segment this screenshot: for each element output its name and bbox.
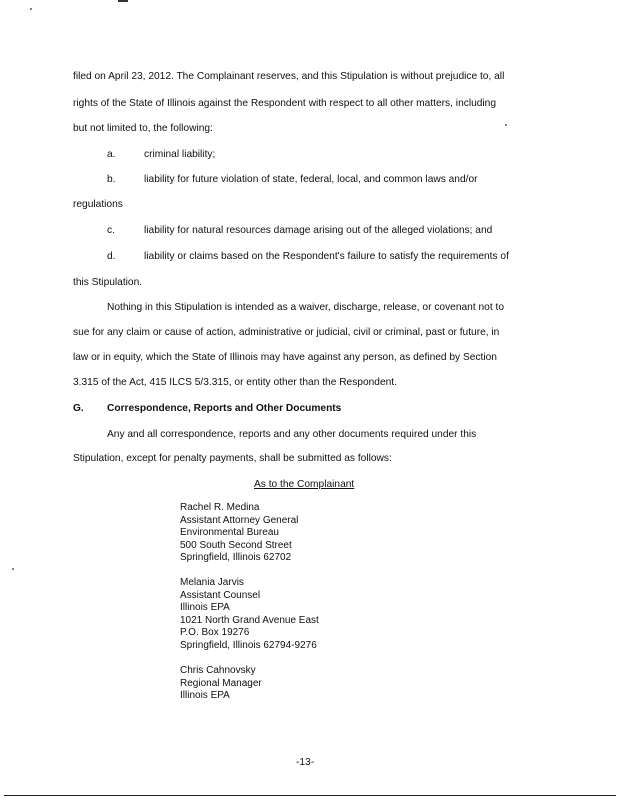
section-title: Correspondence, Reports and Other Documents: [107, 403, 342, 414]
address-block: [180, 665, 262, 703]
address-line: Regional Manager: [180, 677, 262, 689]
body-line: but not limited to, the following:: [73, 123, 213, 134]
scan-speck: [12, 568, 14, 570]
list-item: liability or claims based on the Respondent's failure to satisfy the requirements of: [144, 251, 509, 262]
list-item: liability for natural resources damage arising out of the alleged violations; and: [144, 225, 493, 236]
scan-artifact-bottom: [4, 795, 616, 796]
scan-speck: [30, 8, 32, 10]
body-line: rights of the State of Illinois against the Respondent with respect to all other matters, including: [73, 98, 497, 109]
subheading: As to the Complainant: [254, 479, 355, 490]
address-block: [180, 502, 298, 565]
page-number: -13-: [296, 757, 315, 768]
address-line: 500 South Second Street: [180, 539, 292, 551]
address-line: Springfield, Illinois 62794-9276: [180, 639, 317, 651]
address-line: 1021 North Grand Avenue East: [180, 614, 319, 626]
address-line: Assistant Counsel: [180, 589, 261, 601]
scan-artifact-top: [118, 0, 128, 2]
list-letter: d.: [107, 251, 116, 262]
body-line: filed on April 23, 2012. The Complainant reserves, and this Stipulation is without prejudice to, all: [73, 71, 505, 82]
address-line: Assistant Attorney General: [180, 514, 299, 526]
address-line: Springfield, Illinois 62702: [180, 552, 292, 564]
body-line: Any and all correspondence, reports and any other documents required under this: [107, 429, 477, 440]
list-letter: a.: [107, 149, 116, 160]
address-line: Rachel R. Medina: [180, 502, 260, 513]
list-item-continuation: regulations: [73, 199, 123, 210]
address-line: P.O. Box 19276: [180, 627, 250, 639]
section-letter: G.: [73, 403, 84, 414]
list-item: criminal liability;: [144, 149, 216, 160]
list-item-continuation: this Stipulation.: [73, 277, 143, 288]
address-line: Illinois EPA: [180, 602, 230, 614]
body-line: Stipulation, except for penalty payments, shall be submitted as follows:: [73, 453, 392, 464]
address-block: [180, 577, 319, 653]
list-letter: c.: [107, 225, 115, 236]
list-letter: b.: [107, 174, 116, 185]
body-line: sue for any claim or cause of action, administrative or judicial, civil or criminal, past or future, in: [73, 327, 500, 338]
body-line: 3.315 of the Act, 415 ILCS 5/3.315, or entity other than the Respondent.: [73, 377, 397, 388]
list-item: liability for future violation of state, federal, local, and common laws and/or: [144, 174, 478, 185]
address-line: Illinois EPA: [180, 690, 230, 702]
address-line: Chris Cahnovsky: [180, 665, 256, 676]
scan-speck: [505, 124, 507, 126]
body-line: Nothing in this Stipulation is intended as a waiver, discharge, release, or covenant not to: [107, 302, 504, 313]
body-line: law or in equity, which the State of Illinois may have against any person, as defined by Section: [73, 352, 497, 363]
address-line: Environmental Bureau: [180, 527, 279, 539]
address-line: Melania Jarvis: [180, 577, 244, 588]
